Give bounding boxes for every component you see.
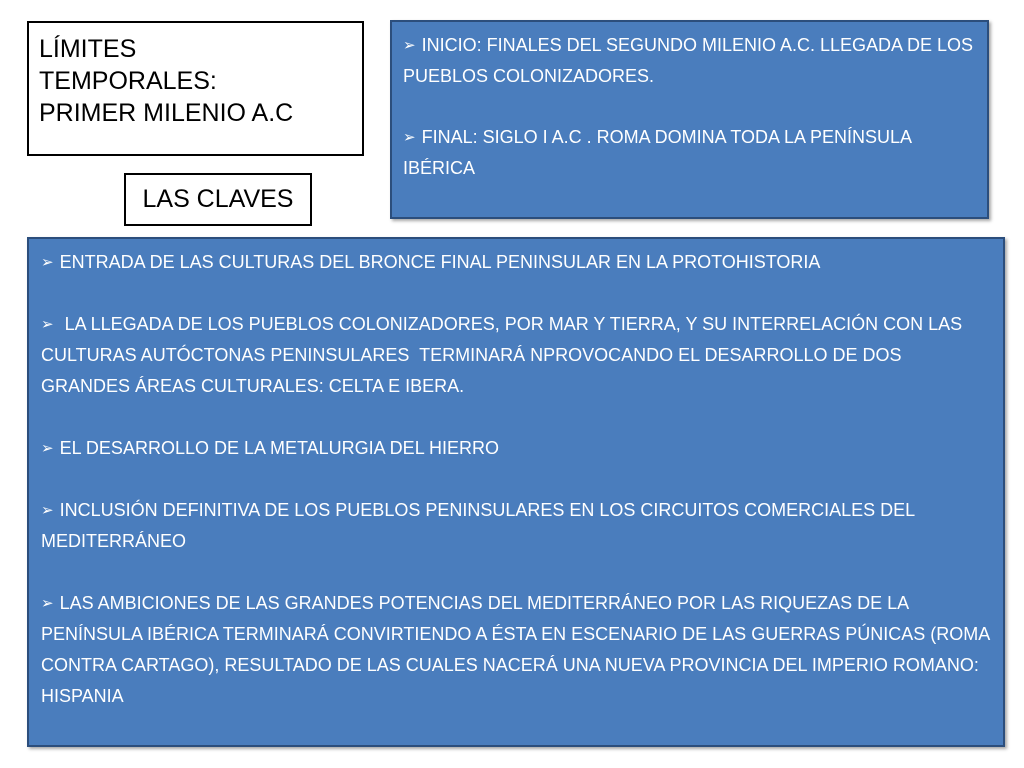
title-line-1: LÍMITES (39, 35, 137, 63)
bullet-text: INCLUSIÓN DEFINITIVA DE LOS PUEBLOS PENINSULARES EN LOS CIRCUITOS COMERCIALES DEL MEDITERRÁNEO (41, 500, 915, 551)
bullet-item (403, 30, 977, 92)
bullet-item (41, 309, 993, 402)
title-line-3: PRIMER MILENIO A.C (39, 99, 294, 127)
time-limits-panel (390, 20, 989, 219)
arrow-bullet-icon: ➢ (41, 316, 54, 333)
arrow-bullet-icon: ➢ (41, 254, 54, 271)
bullet-text: INICIO: FINALES DEL SEGUNDO MILENIO A.C. LLEGADA DE LOS PUEBLOS COLONIZADORES. (403, 35, 974, 86)
bullet-item (41, 495, 993, 557)
key-points-panel (27, 237, 1005, 747)
arrow-bullet-icon: ➢ (41, 440, 54, 457)
title-line-2: TEMPORALES: (39, 67, 217, 95)
bullet-item (403, 122, 977, 184)
bullet-item (41, 247, 993, 278)
arrow-bullet-icon: ➢ (403, 129, 416, 146)
bullet-text: ENTRADA DE LAS CULTURAS DEL BRONCE FINAL PENINSULAR EN LA PROTOHISTORIA (59, 252, 821, 272)
bullet-item (41, 588, 993, 712)
claves-box (124, 173, 312, 226)
bullet-text: FINAL: SIGLO I A.C . ROMA DOMINA TODA LA PENÍNSULA IBÉRICA (403, 127, 912, 178)
title-box (27, 21, 364, 156)
bullet-text: EL DESARROLLO DE LA METALURGIA DEL HIERRO (59, 438, 500, 458)
arrow-bullet-icon: ➢ (41, 595, 54, 612)
claves-label: LAS CLAVES (142, 185, 294, 213)
arrow-bullet-icon: ➢ (403, 37, 416, 54)
bullet-text: LAS AMBICIONES DE LAS GRANDES POTENCIAS DEL MEDITERRÁNEO POR LAS RIQUEZAS DE LA PENÍNSULA IBÉRICA TERMINARÁ CONVIRTIENDO A ÉSTA EN ESCENARIO DE LAS GUERRAS PÚNICAS (ROMA CONTRA CARTAGO), RESULTADO DE LAS CUALES NACERÁ UNA NUEVA PROVINCIA DEL IMPERIO ROMANO: HISPANIA (41, 593, 990, 706)
arrow-bullet-icon: ➢ (41, 502, 54, 519)
bullet-item (41, 433, 993, 464)
bullet-text: LA LLEGADA DE LOS PUEBLOS COLONIZADORES, POR MAR Y TIERRA, Y SU INTERRELACIÓN CON LAS CULTURAS AUTÓCTONAS PENINSULARES TERMINARÁ NPROVOCANDO EL DESARROLLO DE DOS GRANDES ÁREAS CULTURALES: CELTA E IBERA. (41, 314, 968, 396)
